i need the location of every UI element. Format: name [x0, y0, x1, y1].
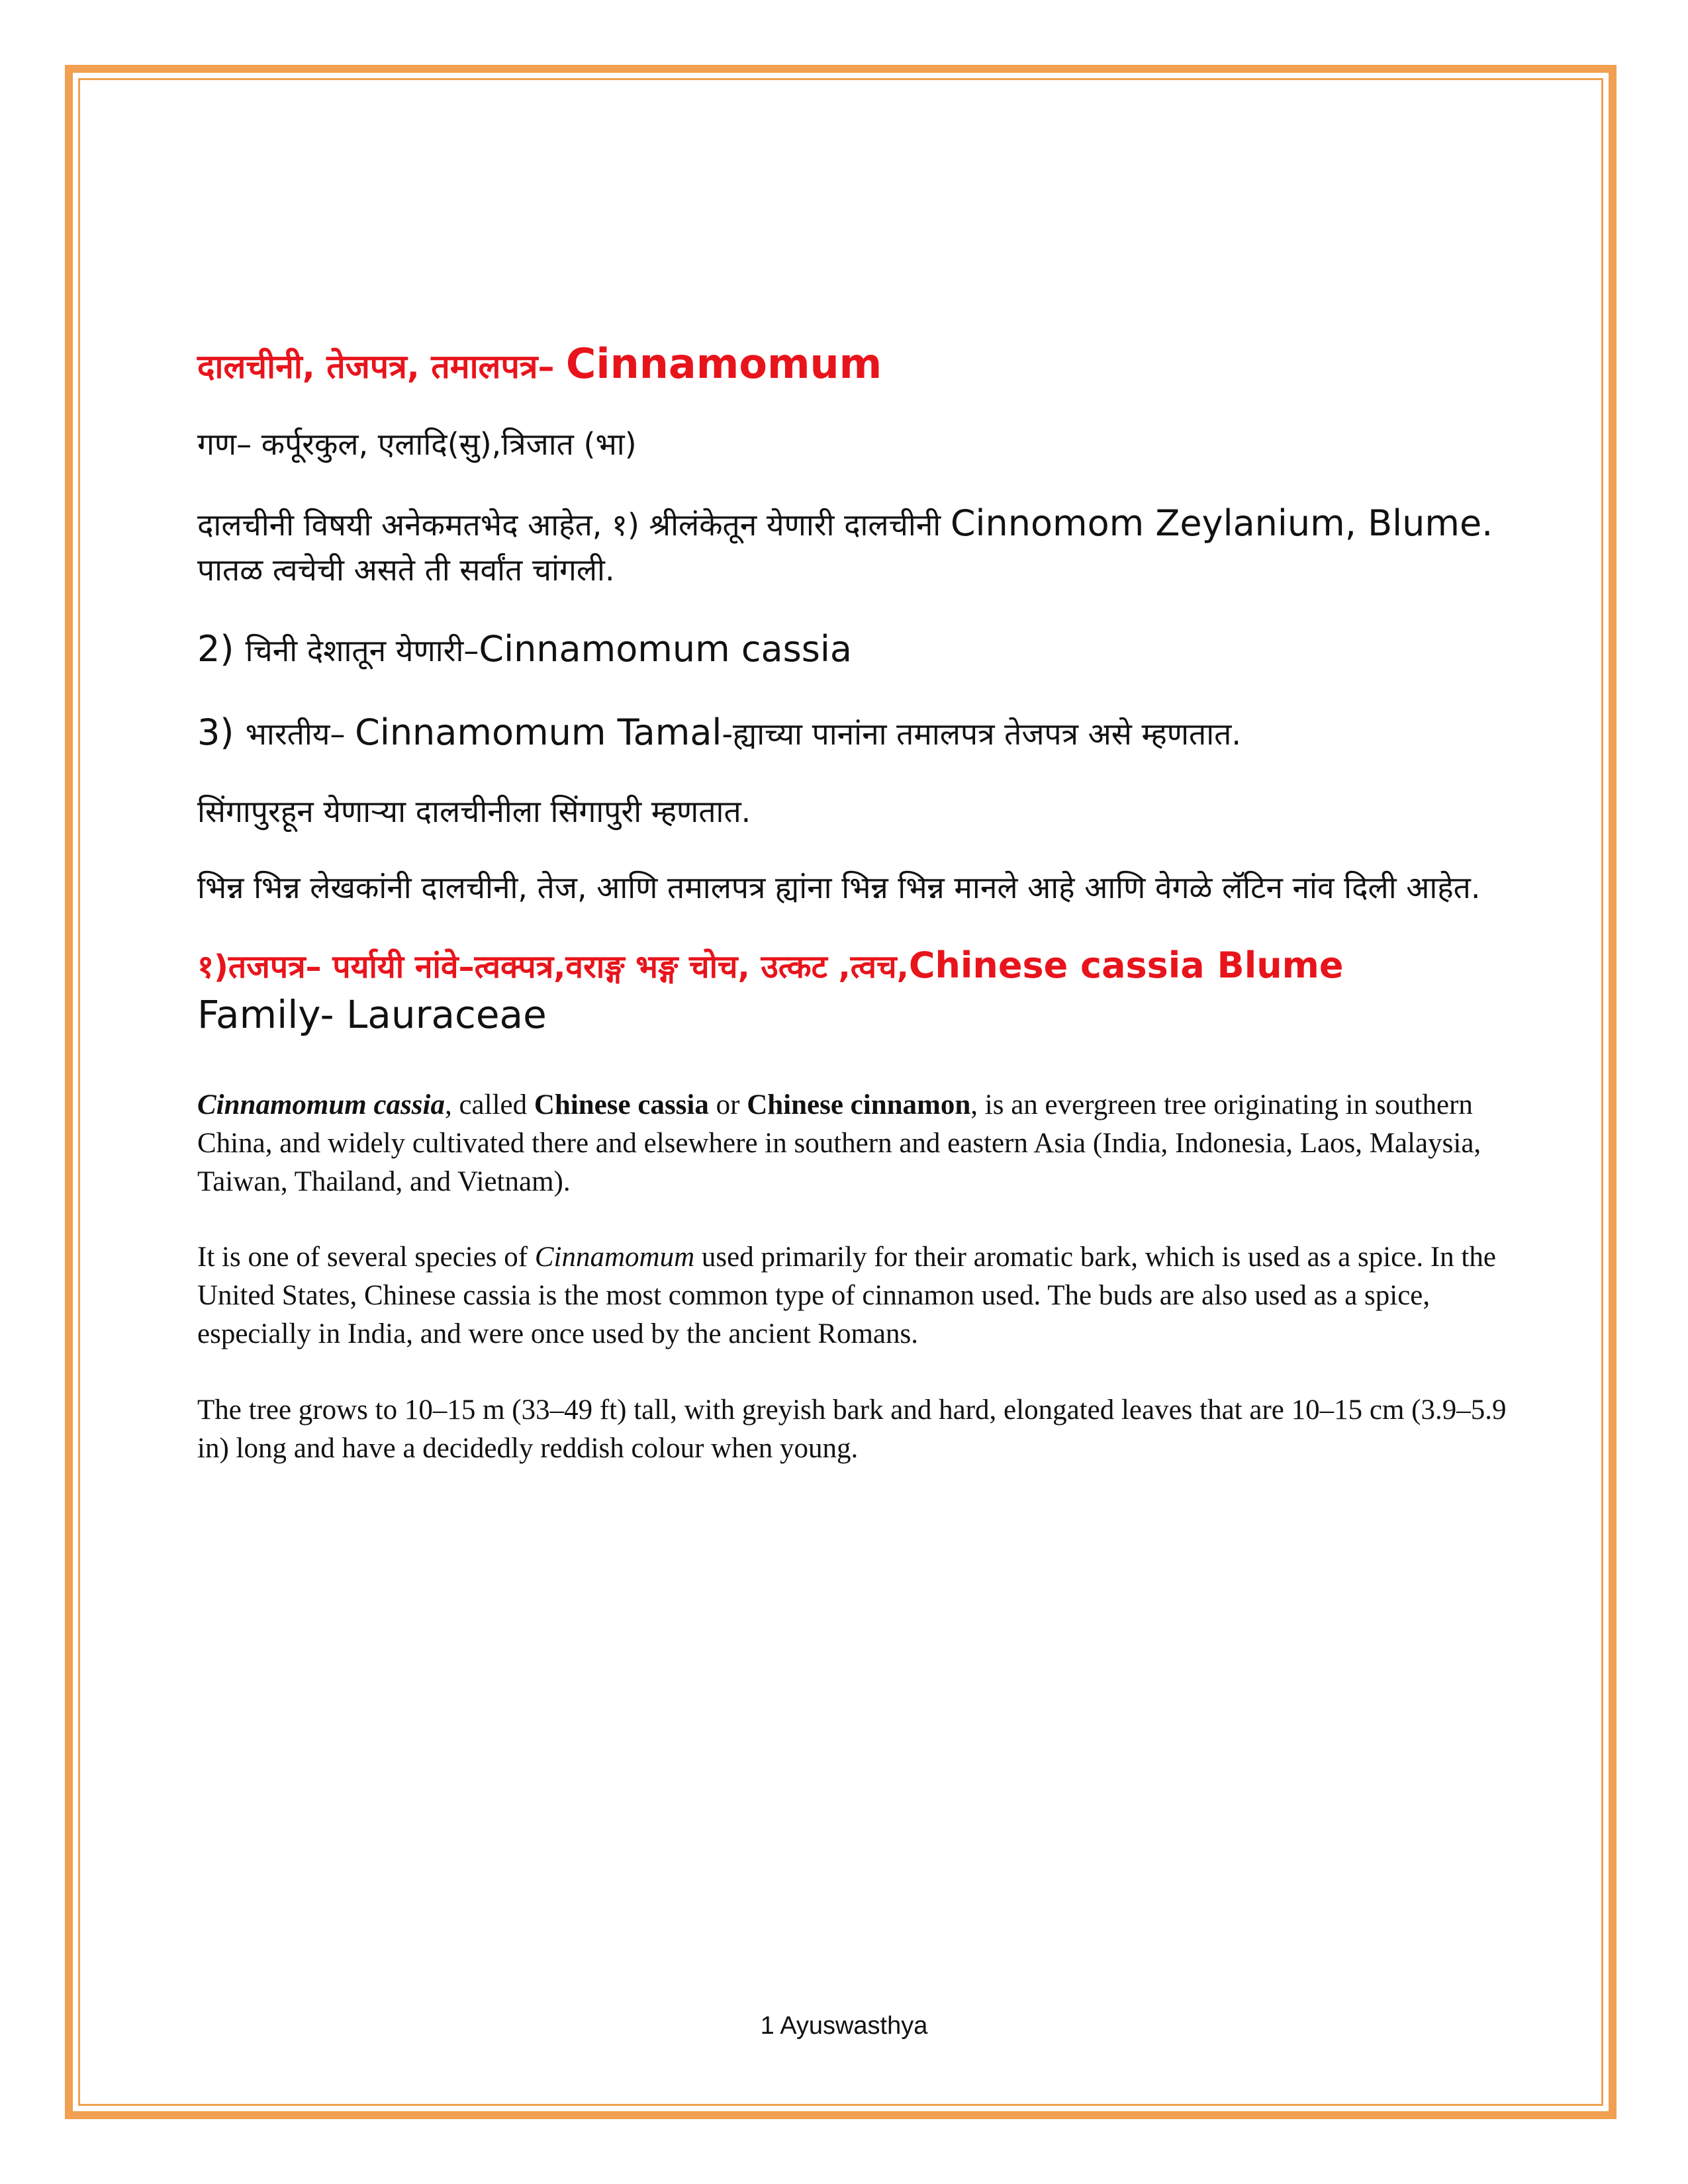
family-line: Family- Lauraceae: [197, 991, 547, 1037]
item-3-latin: Cinnamomum Tamal: [355, 711, 722, 753]
item-2-latin: Cinnamomum cassia: [479, 627, 852, 670]
item-3-marathi: भारतीय–: [245, 715, 355, 752]
item-3: [197, 707, 1508, 758]
page-footer: 1 Ayuswasthya: [760, 2012, 928, 2040]
document-title: [197, 338, 1508, 391]
section-heading-tejpatra: [197, 942, 1508, 990]
title-marathi: दालचीनी, तेजपत्र, तमालपत्र–: [197, 347, 566, 386]
intro-marathi-a: दालचीनी विषयी अनेकमतभेद आहेत, १) श्रीलंकेतून येणारी दालचीनी: [197, 506, 951, 543]
text-run: It is one of several species of: [197, 1242, 535, 1273]
text-run: or: [708, 1089, 747, 1121]
species-name: Cinnamomum cassia: [197, 1089, 445, 1121]
intro-paragraph: [197, 498, 1508, 591]
genus-name: Cinnamomum: [534, 1242, 695, 1273]
bold-chinese-cinnamon: Chinese cinnamon: [747, 1089, 971, 1121]
text-run: , called: [444, 1089, 534, 1121]
item-2-number: 2): [197, 627, 246, 670]
section-heading-latin: Chinese cassia Blume: [908, 944, 1344, 986]
item-3-number: 3): [197, 711, 246, 753]
bold-chinese-cassia: Chinese cassia: [534, 1089, 709, 1121]
section-heading-marathi: १)तजपत्र– पर्यायी नांवे–त्वक्पत्र,वराङ्ग भङ्ग चोच, उत्कट ,त्वच,: [197, 948, 909, 985]
item-3-rest: -ह्याच्या पानांना तमालपत्र तेजपत्र असे म्हणतात.: [722, 715, 1242, 752]
item-2-marathi: चिनी देशातून येणारी–: [245, 632, 479, 668]
english-paragraph-3: The tree grows to 10–15 m (33–49 ft) tall, with greyish bark and hard, elongated leaves that are 10–15 cm (3.9–5.9 in) long and have a decidedly reddish colour when young.: [197, 1394, 1507, 1464]
singapore-line: सिंगापुरहून येणाऱ्या दालचीनीला सिंगापुरी म्हणतात.: [197, 794, 751, 830]
document-content: [197, 338, 1508, 1505]
title-latin: Cinnamomum: [565, 340, 882, 388]
intro-marathi-b: पातळ त्वचेची असते ती सर्वांत चांगली.: [197, 551, 615, 588]
authors-paragraph: भिन्न भिन्न लेखकांनी दालचीनी, तेज, आणि तमालपत्र ह्यांना भिन्न भिन्न मानले आहे आणि वेगळे लॅटिन नांव दिली आहेत.: [197, 869, 1481, 905]
gana-line: गण– कर्पूरकुल, एलादि(सु),त्रिजात (भा): [197, 426, 637, 462]
english-paragraph-2: [197, 1238, 1508, 1353]
intro-latin: Cinnomom Zeylanium, Blume.: [950, 502, 1493, 544]
text-run: used primarily for their aromatic bark, which is used as a spice. In the United States, Chinese cassia is the most common type of cinnamon used. The buds are also used as a spice, especially in India, and were once used by the ancient Romans.: [197, 1242, 1496, 1350]
item-2: [197, 624, 1508, 674]
text-run: , is an evergreen tree originating in southern China, and widely cultivated there and elsewhere in southern and eastern Asia (India, Indonesia, Laos, Malaysia, Taiwan, Thailand, and Vietnam).: [197, 1089, 1481, 1198]
english-paragraph-1: [197, 1086, 1508, 1201]
